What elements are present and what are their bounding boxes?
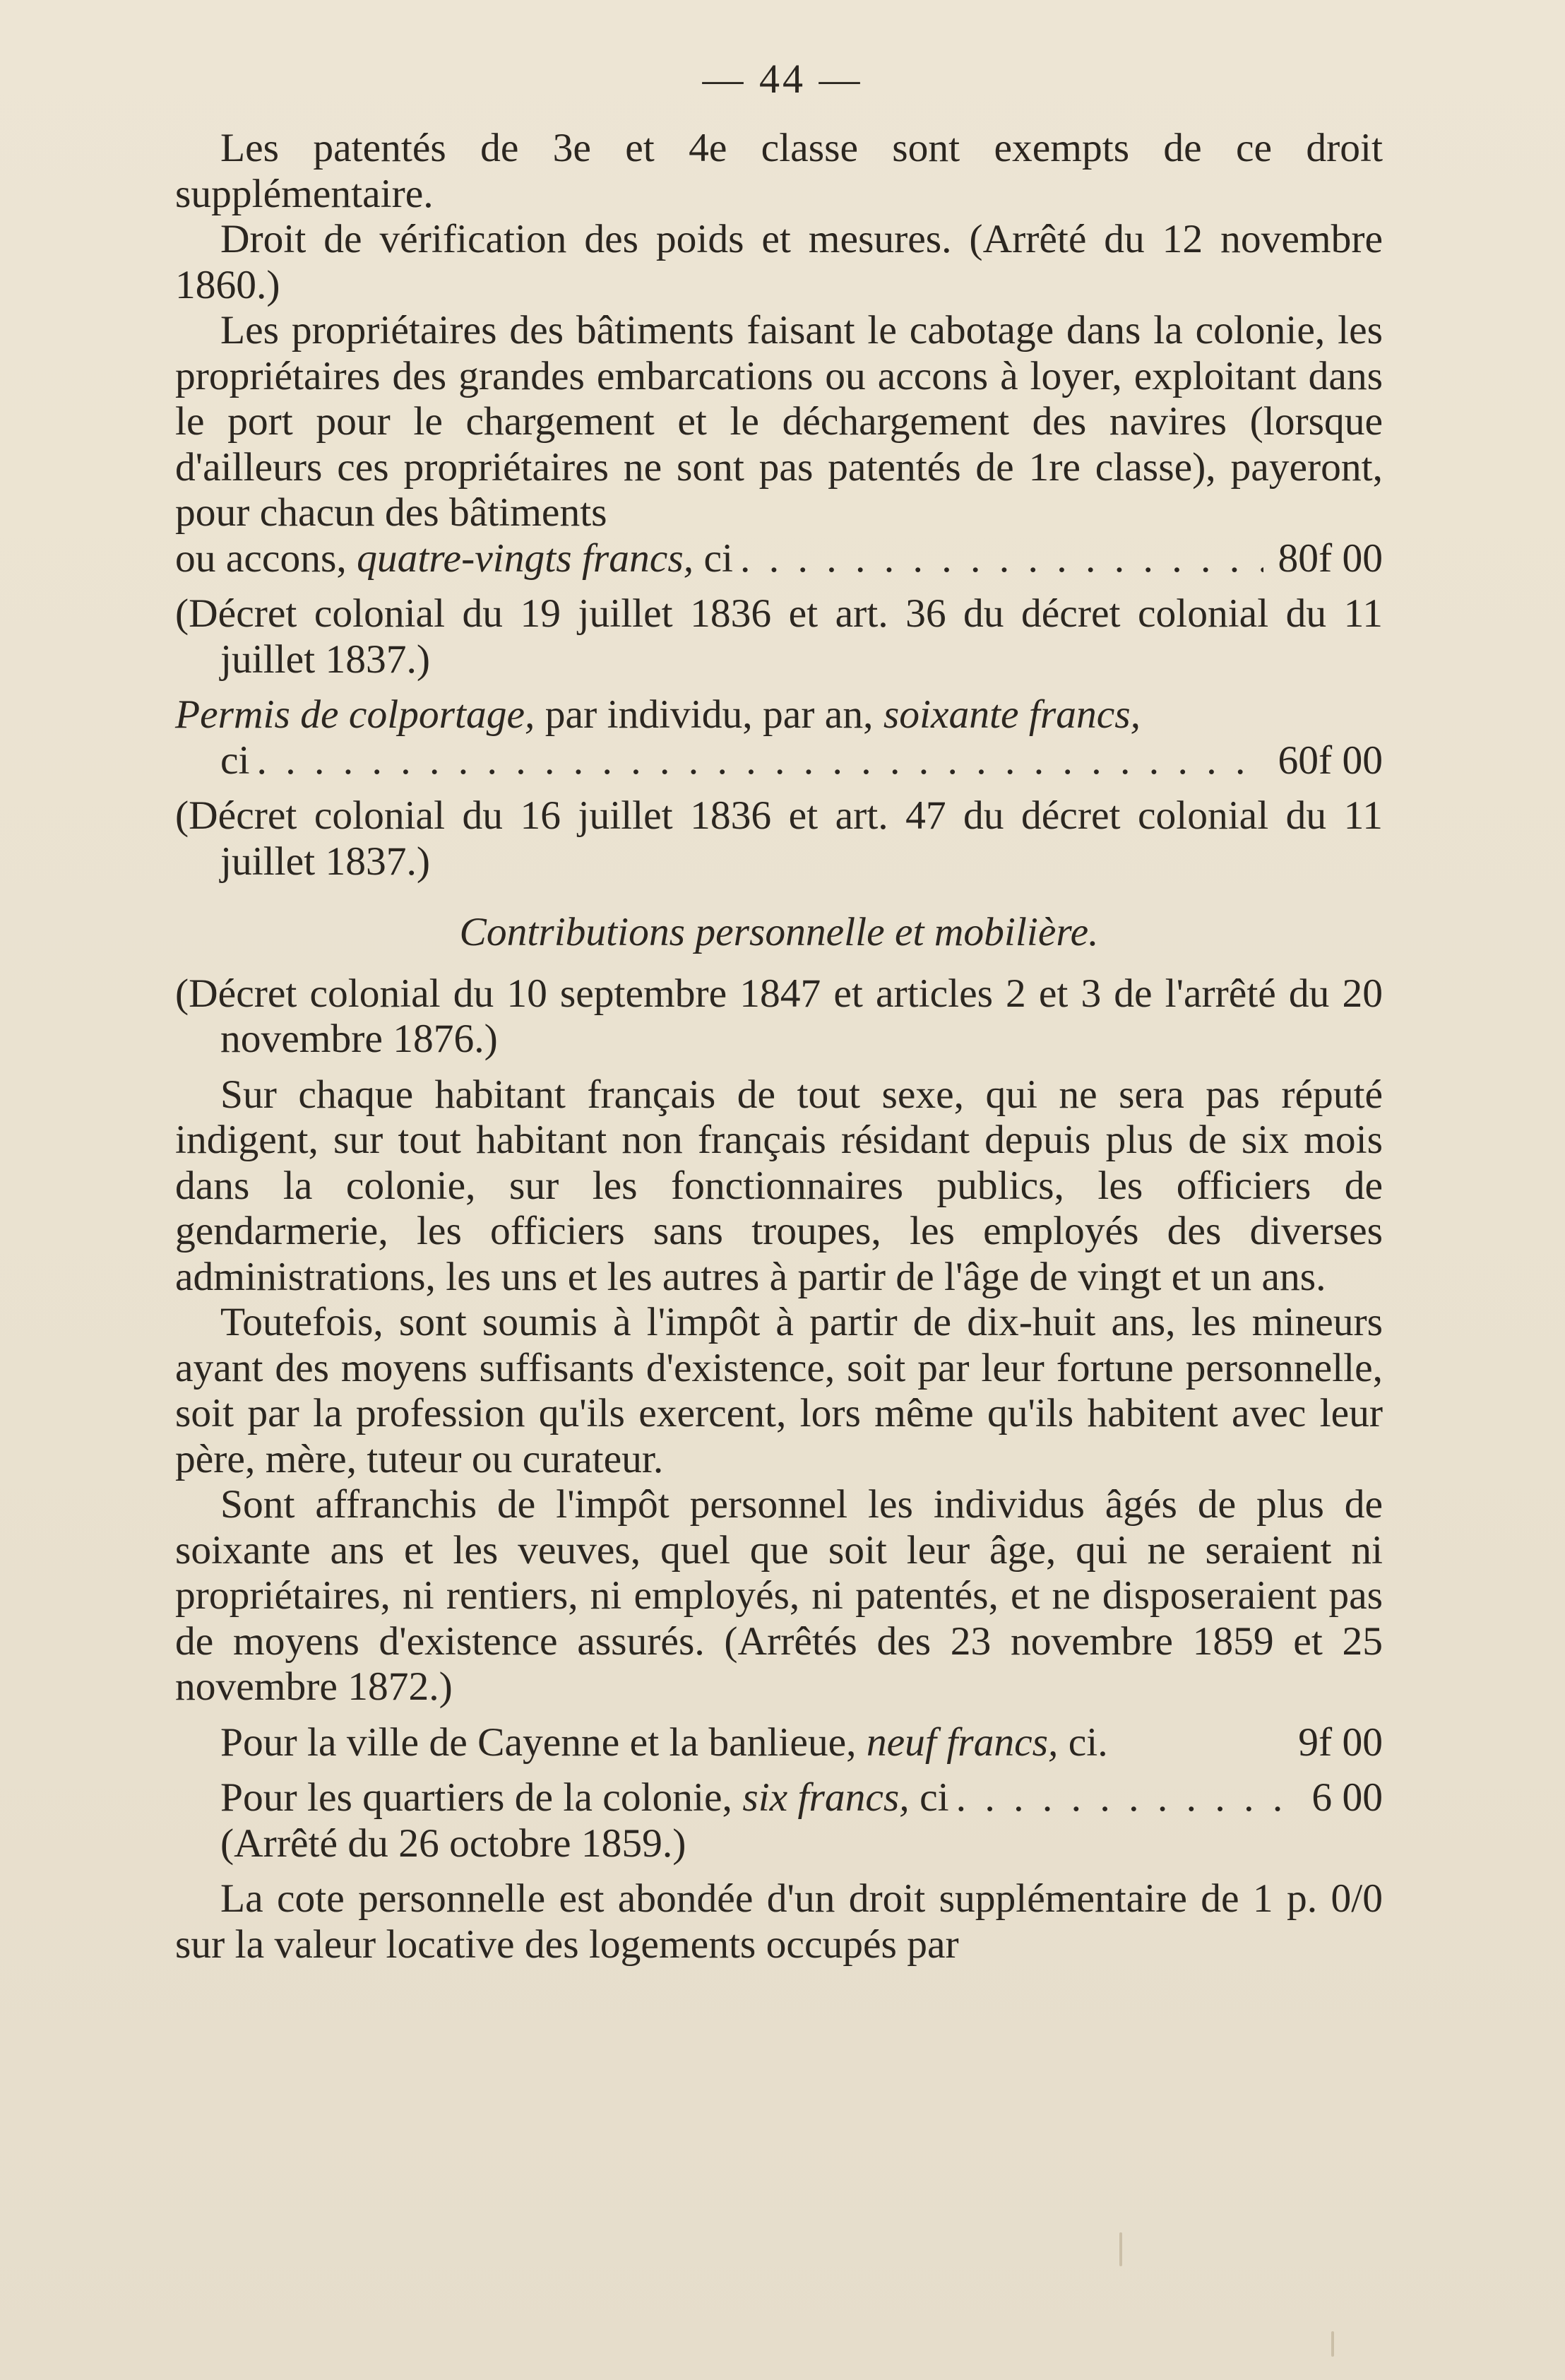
paragraph-verification: Droit de vérification des poids et mesures. (Arrêté du 12 novembre 1860.) bbox=[175, 217, 1383, 307]
body-text bbox=[175, 126, 1383, 1967]
leader-line-colportage bbox=[175, 738, 1383, 784]
paper-mark bbox=[1331, 2331, 1334, 2357]
leader-dots bbox=[740, 536, 1264, 582]
leader-label: Pour la ville de Cayenne et la banlieue, neuf francs, ci. bbox=[220, 1719, 1108, 1765]
leader-line-cayenne bbox=[175, 1720, 1383, 1766]
leader-dots bbox=[956, 1775, 1298, 1821]
paragraph-affranchis: Sont affranchis de l'impôt personnel les individus âgés de plus de soixante ans et les veuves, quel que soit leur âge, qui ne seraient ni propriétaires, ni rentiers, ni employés, ni patentés, et ne disposeraient pas de moyens d'existence assurés. (Arrêtés des 23 novembre 1859 et 25 novembre 1872.) bbox=[175, 1482, 1383, 1709]
paragraph-habitant: Sur chaque habitant français de tout sexe, qui ne sera pas réputé indigent, sur tout habitant non français résidant depuis plus de six mois dans la colonie, sur les fonctionnaires publics, les officiers de gendarmerie, les officiers sans troupes, les employés des diverses administrations, les uns et les autres à partir de l'âge de vingt et un ans. bbox=[175, 1072, 1383, 1299]
paragraph-patentes: Les patentés de 3e et 4e classe sont exempts de ce droit supplémentaire. bbox=[175, 126, 1383, 216]
amount-value: 6 00 bbox=[1311, 1775, 1383, 1820]
section-heading: Contributions personnelle et mobilière. bbox=[459, 910, 1099, 954]
paragraph-proprietaires: Les propriétaires des bâtiments faisant le cabotage dans la colonie, les propriétaires des grandes embarcations ou accons à loyer, exploitant dans le port pour le chargement et le déchargement des navires (lorsque d'ailleurs ces propriétaires ne sont pas patentés de 1re classe), payeront, pour chacun des bâtiments bbox=[175, 308, 1383, 535]
paragraph-decret-1836: (Décret colonial du 19 juillet 1836 et art. 36 du décret colonial du 11 juillet 1837.) bbox=[175, 591, 1383, 682]
paragraph-colportage: Permis de colportage, par individu, par an, soixante francs, bbox=[175, 692, 1141, 737]
amount-value: 80f 00 bbox=[1278, 535, 1383, 581]
paragraph-cote-personnelle: La cote personnelle est abondée d'un droit supplémentaire de 1 p. 0/0 sur la valeur locative des logements occupés par bbox=[175, 1876, 1383, 1967]
paper-mark bbox=[1119, 2232, 1122, 2266]
leader-line-quartiers bbox=[175, 1775, 1383, 1821]
paragraph-arrete-1859: (Arrêté du 26 octobre 1859.) bbox=[220, 1820, 686, 1866]
leader-label: ou accons, quatre-vingts francs, ci bbox=[175, 535, 733, 581]
leader-dots bbox=[257, 738, 1264, 784]
paragraph-decret-16-juillet: (Décret colonial du 16 juillet 1836 et art. 47 du décret colonial du 11 juillet 1837.) bbox=[175, 793, 1383, 884]
leader-label: Pour les quartiers de la colonie, six francs, ci bbox=[220, 1775, 949, 1820]
page-number: — 44 — bbox=[702, 56, 863, 102]
paragraph-decret-1847: (Décret colonial du 10 septembre 1847 et articles 2 et 3 de l'arrêté du 20 novembre 1876.) bbox=[175, 971, 1383, 1061]
amount-value: 60f 00 bbox=[1278, 738, 1383, 783]
paragraph-toutefois: Toutefois, sont soumis à l'impôt à partir de dix-huit ans, les mineurs ayant des moyens suffisants d'existence, soit par leur fortune personnelle, soit par la profession qu'ils exercent, lors même qu'ils habitent avec leur père, mère, tuteur ou curateur. bbox=[175, 1300, 1383, 1481]
leader-line-accons bbox=[175, 536, 1383, 582]
leader-label: ci bbox=[220, 738, 250, 783]
amount-value: 9f 00 bbox=[1298, 1719, 1383, 1765]
